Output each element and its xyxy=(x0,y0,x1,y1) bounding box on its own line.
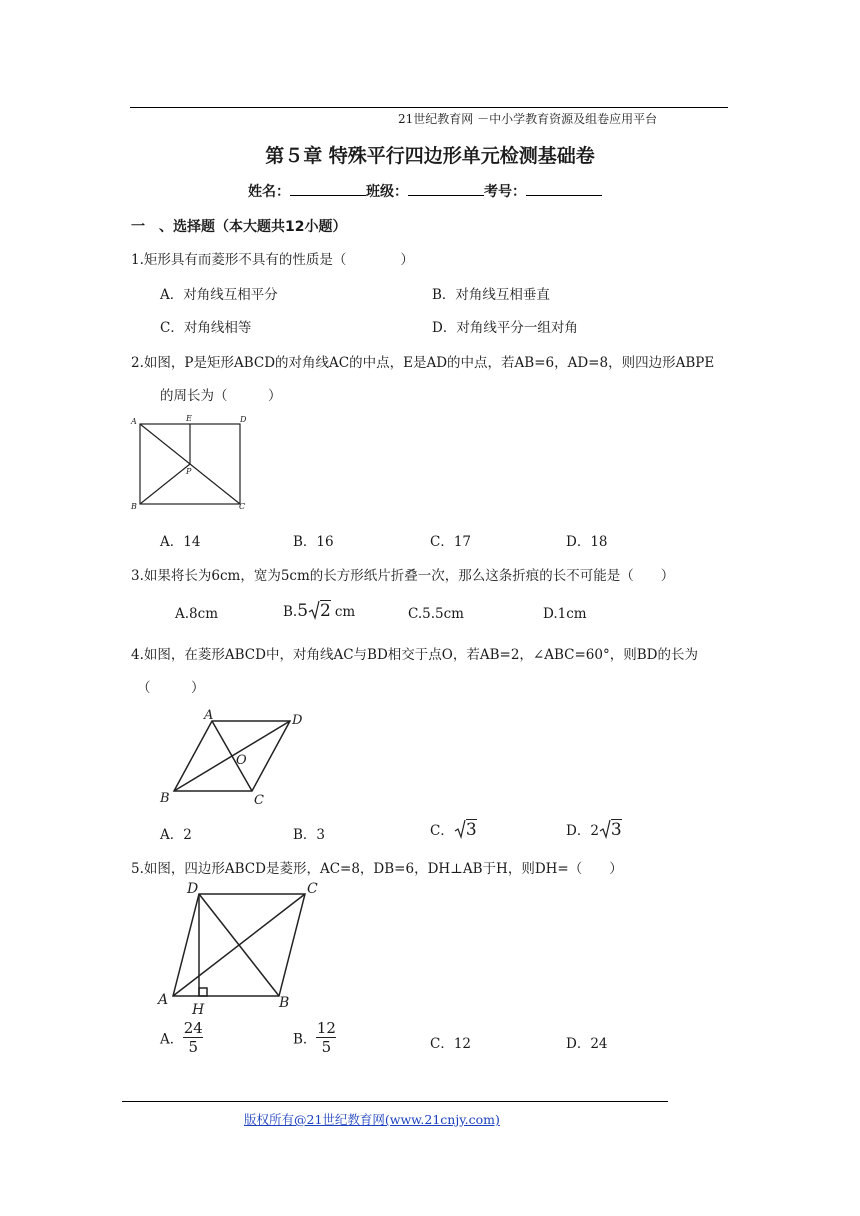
q2-label-e: E xyxy=(186,414,192,423)
q3-text: 3.如果将长为6cm，宽为5cm的长方形纸片折叠一次，那么这条折痕的长不可能是（ ） xyxy=(131,568,675,584)
q4-option-a: A．2 xyxy=(160,827,192,843)
exam-no-field[interactable] xyxy=(526,183,602,196)
q4-option-c xyxy=(430,819,477,840)
q4-option-d xyxy=(566,819,622,840)
q4-option-d-label: D．2 xyxy=(566,823,599,839)
q5-option-b-num: 12 xyxy=(316,1019,336,1037)
q4-label-c: C xyxy=(254,793,264,808)
q5-option-c: C．12 xyxy=(430,1036,472,1052)
q4-option-c-label: C． xyxy=(430,823,454,839)
footer-rule xyxy=(122,1101,668,1102)
q1-option-a: A．对角线互相平分 xyxy=(160,287,278,303)
q5-option-a-fraction xyxy=(183,1020,203,1055)
name-field[interactable] xyxy=(290,183,366,196)
q2-label-d: D xyxy=(240,415,247,424)
q5-option-b-den: 5 xyxy=(321,1038,332,1056)
q5-option-b-label: B． xyxy=(293,1031,317,1048)
q5-option-b xyxy=(293,1020,336,1055)
q3-option-b-rad: 2 xyxy=(320,601,331,621)
section-heading: 一 、选择题（本大题共12小题） xyxy=(131,219,347,235)
class-field[interactable] xyxy=(408,183,484,196)
q3-option-c: C.5.5cm xyxy=(408,606,464,622)
q2-option-c: C．17 xyxy=(430,534,472,550)
q4-text-line2: （ ） xyxy=(137,680,205,696)
footer-copyright-link[interactable]: 版权所有@21世纪教育网(www.21cnjy.com) xyxy=(244,1112,500,1127)
exam-no-label: 考号： xyxy=(484,184,526,200)
q5-label-c: C xyxy=(307,881,318,897)
q5-option-d: D．24 xyxy=(566,1036,608,1052)
header-rule xyxy=(130,107,728,108)
q3-option-a: A.8cm xyxy=(175,606,218,622)
q5-option-a xyxy=(160,1020,203,1055)
q4-text-line1: 4.如图，在菱形ABCD中，对角线AC与BD相交于点O，若AB=2，∠ABC=60°，则BD的长为 xyxy=(131,647,698,663)
q3-option-b xyxy=(283,600,355,621)
q2-option-b: B．16 xyxy=(293,534,334,550)
q4-label-o: O xyxy=(236,753,247,768)
q5-option-b-fraction xyxy=(316,1020,336,1055)
q5-label-d: D xyxy=(187,881,199,897)
q2-label-p: P xyxy=(186,467,192,476)
class-label: 班级： xyxy=(366,184,408,200)
q5-label-b: B xyxy=(279,995,290,1011)
q5-option-a-den: 5 xyxy=(188,1038,199,1056)
q4-label-a: A xyxy=(204,708,214,723)
q4-label-d: D xyxy=(292,713,303,728)
q5-text: 5.如图，四边形ABCD是菱形，AC=8，DB=6，DH⊥AB于H，则DH=（ ） xyxy=(131,861,623,877)
q2-option-d: D．18 xyxy=(566,534,608,550)
info-line xyxy=(248,181,602,201)
q5-option-a-label: A． xyxy=(160,1031,184,1048)
q1-option-c: C．对角线相等 xyxy=(160,320,252,336)
sqrt-symbol-icon xyxy=(599,819,611,839)
q3-option-d: D.1cm xyxy=(543,606,587,622)
q1-option-d: D．对角线平分一组对角 xyxy=(432,320,578,336)
q2-label-b: B xyxy=(131,502,137,511)
q2-label-a: A xyxy=(131,417,137,426)
q2-label-c: C xyxy=(239,502,246,511)
q5-label-a: A xyxy=(158,992,169,1008)
q4-label-b: B xyxy=(160,791,170,806)
sqrt-symbol-icon xyxy=(308,600,320,620)
q2-text-line1: 2.如图，P是矩形ABCD的对角线AC的中点，E是AD的中点，若AB=6，AD=8，则四边形ABPE xyxy=(131,355,715,371)
sqrt-symbol-icon xyxy=(454,819,466,839)
q4-option-d-rad: 3 xyxy=(610,820,622,840)
q3-option-b-coef: 5 xyxy=(297,601,309,621)
q4-option-b: B．3 xyxy=(293,827,326,843)
q5-label-h: H xyxy=(192,1002,205,1018)
q1-option-b: B．对角线互相垂直 xyxy=(432,287,550,303)
name-label: 姓名： xyxy=(248,184,290,200)
q2-option-a: A．14 xyxy=(160,534,201,550)
q4-rhombus-figure xyxy=(150,704,320,808)
q2-text-line2: 的周长为（ ） xyxy=(160,388,282,404)
q5-rhombus-figure xyxy=(152,876,332,1022)
header-site: 21世纪教育网 －中小学教育资源及组卷应用平台 xyxy=(398,112,658,126)
q4-option-c-rad: 3 xyxy=(465,820,477,840)
q3-option-b-unit: cm xyxy=(334,604,356,620)
q5-option-a-num: 24 xyxy=(183,1019,203,1037)
q3-option-b-label: B. xyxy=(283,604,298,620)
q1-text: 1.矩形具有而菱形不具有的性质是（ ） xyxy=(131,252,414,268)
q2-rectangle-figure xyxy=(128,412,254,512)
page-title: 第５章 特殊平行四边形单元检测基础卷 xyxy=(265,145,595,167)
